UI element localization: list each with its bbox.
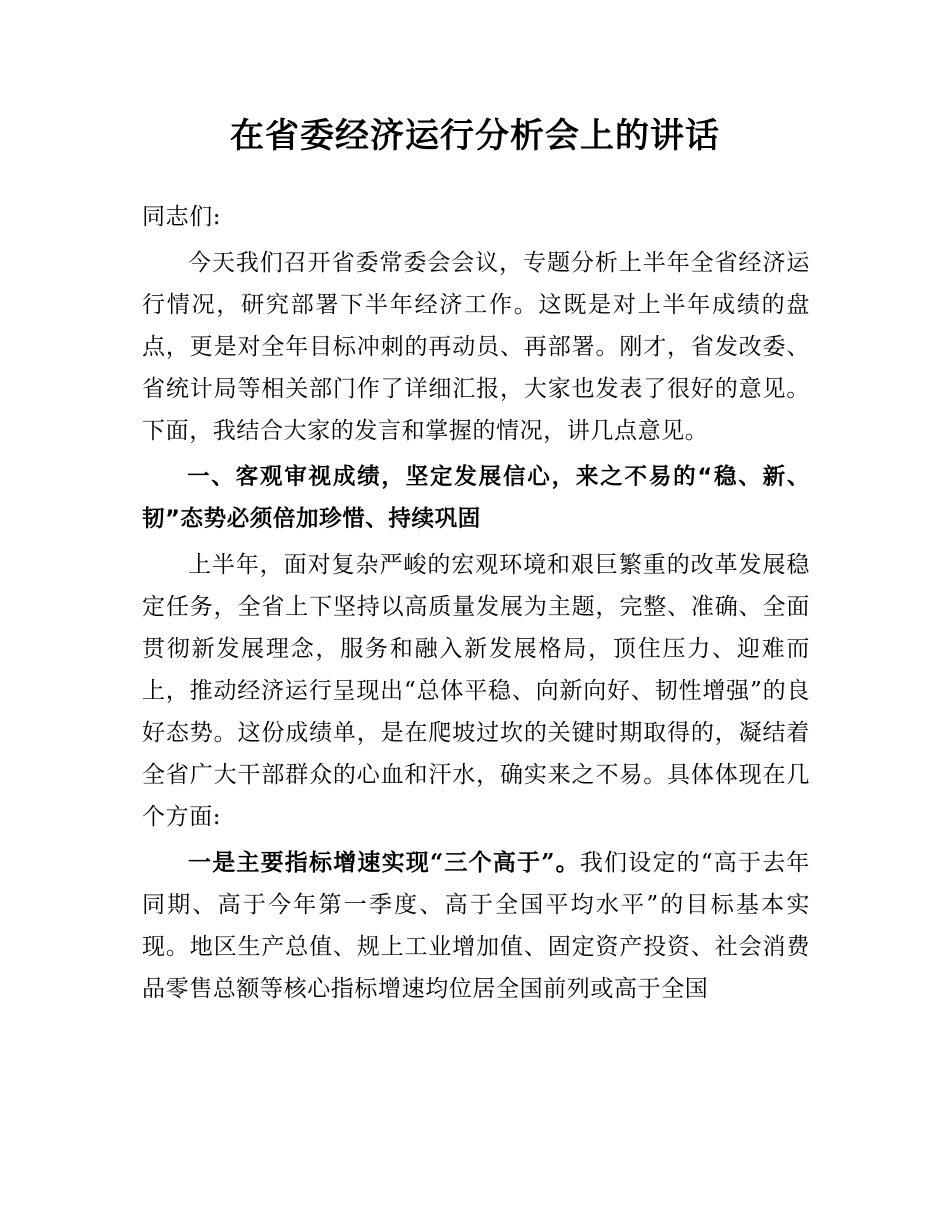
salutation: 同志们: xyxy=(142,204,222,230)
document-title: 在省委经济运行分析会上的讲话 xyxy=(230,116,720,156)
paragraph-point-one xyxy=(142,842,810,1010)
paragraph-achievements: 上半年，面对复杂严峻的宏观环境和艰巨繁重的改革发展稳定任务，全省上下坚持以高质量发展为主题，完整、准确、全面贯彻新发展理念，服务和融入新发展格局，顶住压力、迎难而上，推动经济运行呈现出“总体平稳、向新向好、韧性增强”的良好态势。这份成绩单，是在爬坡过坎的关键时期取得的，凝结着全省广大干部群众的心血和汗水，确实来之不易。具体体现在几个方面: xyxy=(142,552,810,830)
point-one-text: 我们设定的“高于去年同期、高于今年第一季度、高于全国平均水平”的目标基本实现。地区生产总值、规上工业增加值、固定资产投资、社会消费品零售总额等核心指标增速均位居全国前列或高于全国 xyxy=(142,850,810,1002)
paragraph-intro: 今天我们召开省委常委会会议，专题分析上半年全省经济运行情况，研究部署下半年经济工作。这既是对上半年成绩的盘点，更是对全年目标冲刺的再动员、再部署。刚才，省发改委、省统计局等相关部门作了详细汇报，大家也发表了很好的意见。下面，我结合大家的发言和掌握的情况，讲几点意见。 xyxy=(142,250,810,444)
document-body xyxy=(142,196,810,1010)
section-heading-1: 一、客观审视成绩，坚定发展信心，来之不易的“稳、新、韧”态势必须倍加珍惜、持续巩固 xyxy=(142,464,810,532)
point-one-lead: 一是主要指标增速实现“三个高于”。 xyxy=(188,849,580,876)
